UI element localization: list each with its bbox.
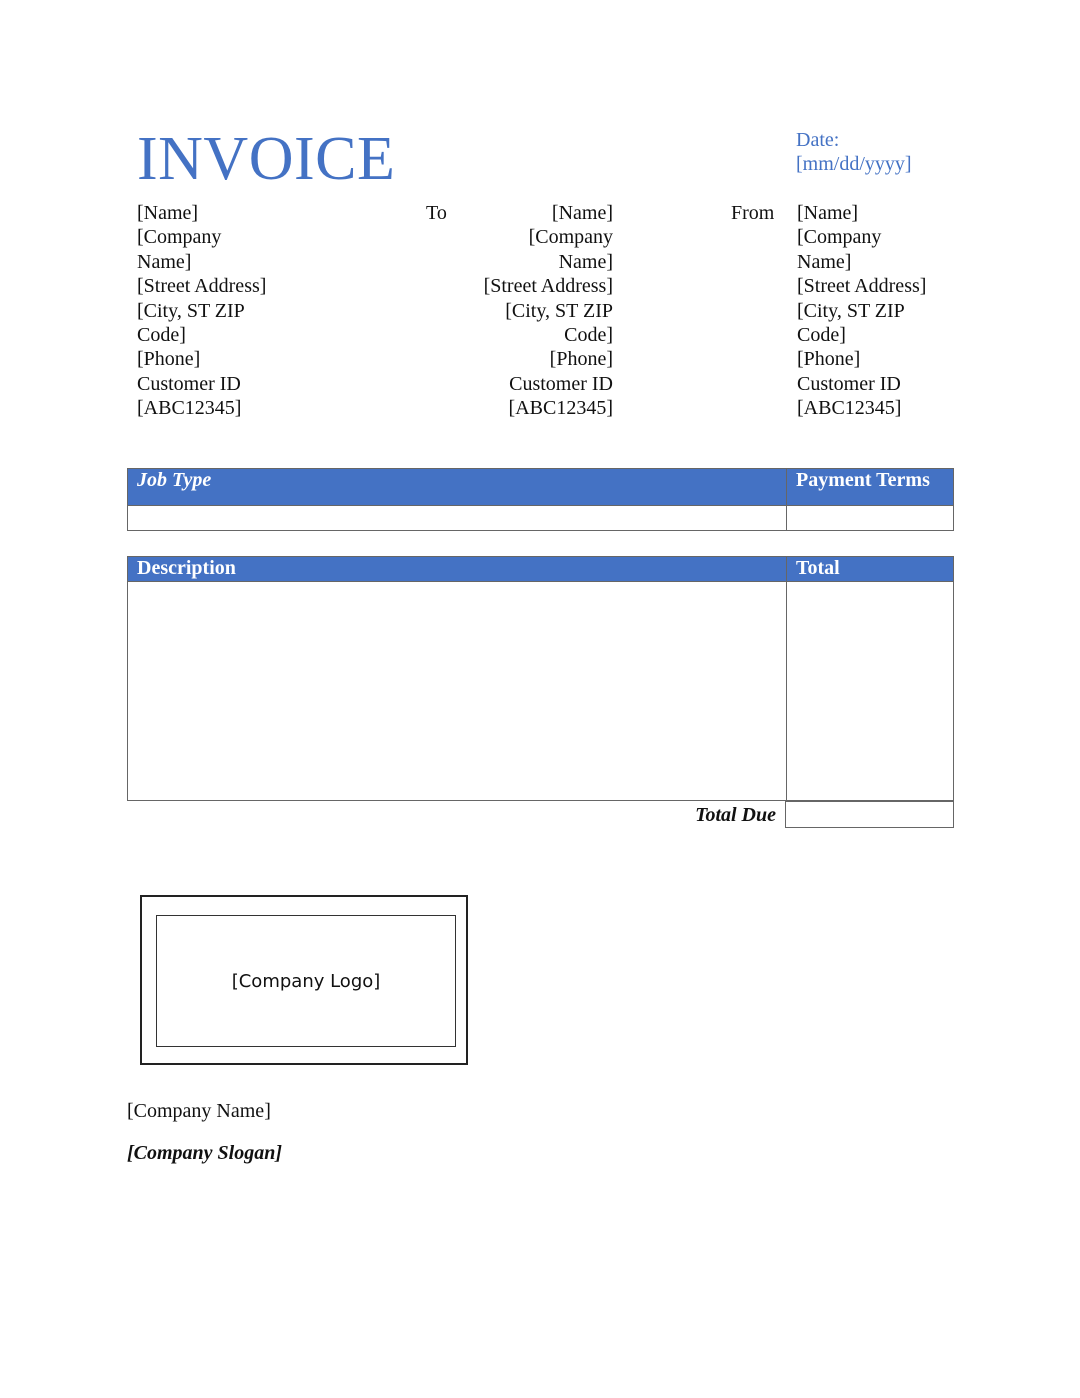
date-label: Date:: [796, 129, 840, 151]
description-cell[interactable]: [128, 582, 787, 801]
address-line[interactable]: [Name]: [551, 202, 613, 224]
job-type-header: Job Type: [128, 469, 787, 506]
address-line[interactable]: Code]: [797, 324, 846, 347]
address-line[interactable]: Code]: [137, 324, 186, 347]
company-name[interactable]: [Company Name]: [127, 1100, 271, 1122]
address-line[interactable]: [Street Address]: [483, 275, 613, 298]
address-line[interactable]: [Company: [528, 226, 613, 249]
address-line[interactable]: [Name]: [137, 202, 199, 224]
description-table: [127, 556, 954, 801]
total-cell[interactable]: [787, 582, 954, 801]
address-line[interactable]: [City, ST ZIP: [137, 299, 245, 322]
address-line[interactable]: [Company: [137, 226, 222, 249]
address-line[interactable]: Name]: [137, 250, 192, 273]
payment-terms-header: Payment Terms: [787, 469, 954, 506]
address-line[interactable]: [ABC12345]: [137, 397, 242, 420]
total-due-field[interactable]: [785, 801, 954, 828]
address-line[interactable]: Customer ID: [509, 372, 613, 395]
payment-terms-cell[interactable]: [787, 506, 954, 531]
address-line[interactable]: Name]: [797, 250, 852, 273]
date-block: [796, 128, 912, 176]
address-line[interactable]: [ABC12345]: [508, 397, 613, 420]
date-value[interactable]: [mm/dd/yyyy]: [796, 153, 912, 175]
invoice-title: INVOICE: [137, 125, 396, 193]
to-address: [463, 201, 613, 421]
description-header: Description: [128, 557, 787, 582]
address-line[interactable]: [Street Address]: [797, 275, 927, 298]
bill-to-address: [137, 201, 266, 421]
address-line[interactable]: [Name]: [797, 202, 859, 224]
address-line[interactable]: [City, ST ZIP: [797, 299, 905, 322]
address-line[interactable]: [City, ST ZIP: [505, 299, 613, 322]
company-slogan[interactable]: [Company Slogan]: [127, 1142, 283, 1164]
company-logo-placeholder[interactable]: [156, 915, 456, 1047]
to-label: To: [426, 202, 447, 224]
from-label: From: [731, 202, 775, 224]
total-due-label: Total Due: [695, 804, 776, 826]
address-line[interactable]: Customer ID: [137, 372, 241, 395]
address-line[interactable]: [Phone]: [797, 348, 861, 371]
job-type-cell[interactable]: [128, 506, 787, 531]
address-line[interactable]: Name]: [558, 250, 613, 273]
address-line[interactable]: Customer ID: [797, 372, 901, 395]
job-type-table: [127, 468, 954, 531]
address-line[interactable]: [ABC12345]: [797, 397, 902, 420]
logo-placeholder-text: [Company Logo]: [231, 970, 381, 992]
address-line[interactable]: [Phone]: [137, 348, 201, 371]
address-line[interactable]: [Street Address]: [137, 275, 267, 298]
total-header: Total: [787, 557, 954, 582]
from-address: [797, 201, 926, 421]
address-line[interactable]: Code]: [564, 324, 613, 347]
address-line[interactable]: [Phone]: [549, 348, 613, 371]
address-line[interactable]: [Company: [797, 226, 882, 249]
